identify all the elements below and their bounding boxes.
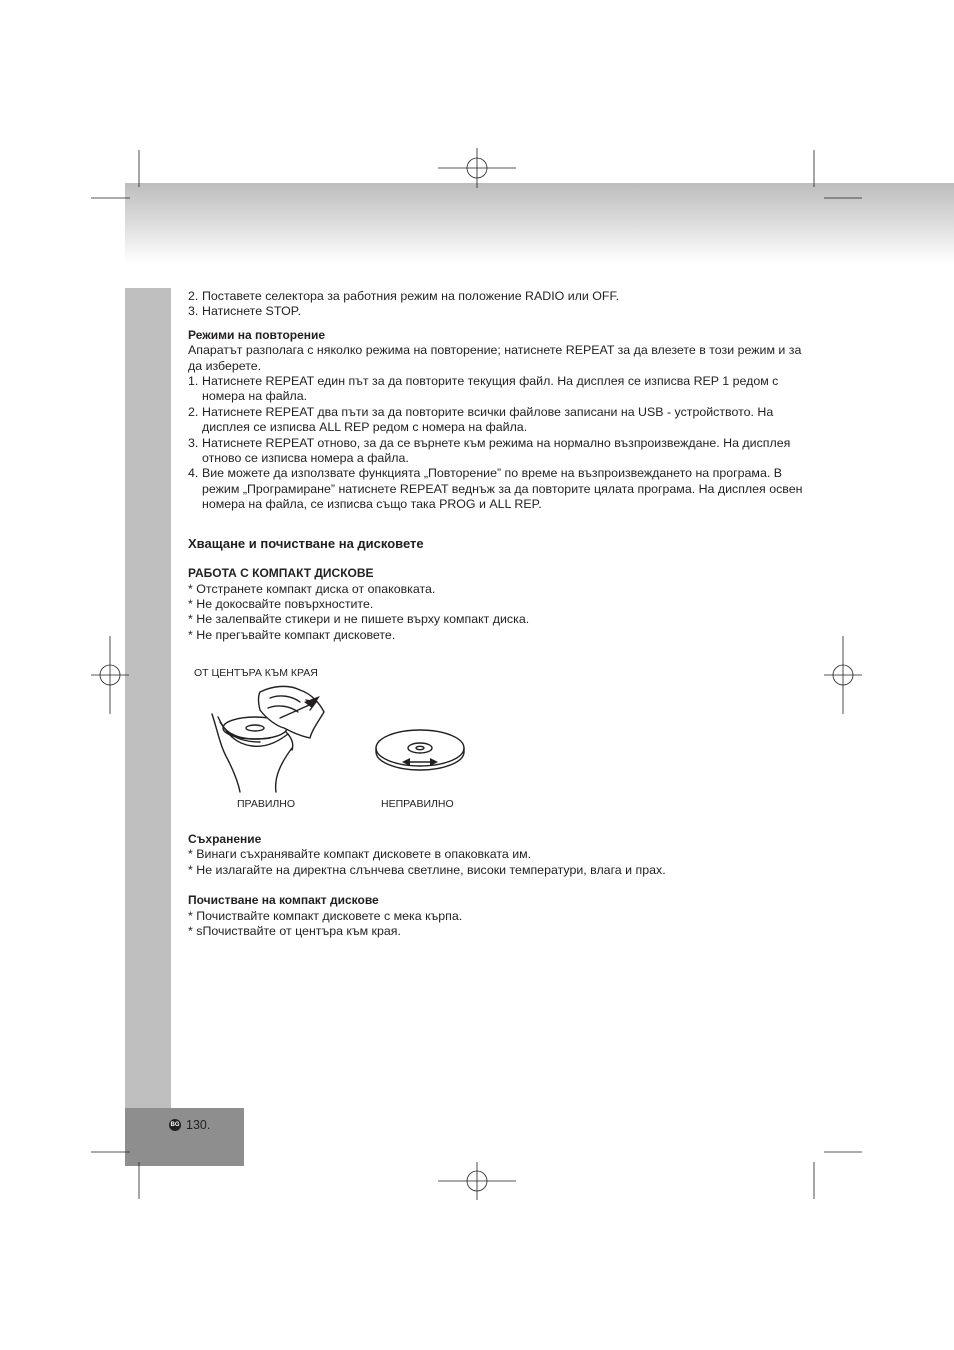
correct-label: ПРАВИЛНО bbox=[237, 798, 296, 810]
list-item-number: 4. bbox=[188, 466, 199, 481]
list-item: * Не прегъвайте компакт дисковете. bbox=[188, 627, 396, 642]
storage-cleaning-section bbox=[188, 832, 813, 939]
repeat-intro: Апаратът разполага с няколко режима на повторение; натиснете REPEAT за да влезете в този режим и за да изберете. bbox=[188, 343, 802, 373]
list-item-number: 3. bbox=[188, 304, 199, 319]
list-item: * Винаги съхранявайте компакт дисковете в опаковката им. bbox=[188, 847, 532, 862]
list-item bbox=[188, 304, 813, 319]
handling-heading: РАБОТА С КОМПАКТ ДИСКОВЕ bbox=[188, 566, 374, 581]
disc-wrong-direction-illustration bbox=[372, 726, 468, 774]
list-item-number: 1. bbox=[188, 374, 199, 389]
list-item-number: 2. bbox=[188, 289, 199, 303]
list-item bbox=[188, 466, 813, 512]
crop-mark-bottom-right bbox=[814, 1152, 862, 1199]
crop-mark-bottom-left bbox=[91, 1152, 139, 1199]
list-item-text: Натиснете REPEAT един път за да повторите текущия файл. На дисплея се изписва REP 1 редом с номера на файла. bbox=[202, 374, 779, 404]
repeat-heading: Режими на повторение bbox=[188, 327, 326, 342]
language-badge-icon: BG bbox=[169, 1119, 181, 1131]
incorrect-label: НЕПРАВИЛНО bbox=[381, 798, 454, 810]
figure-top-caption: ОТ ЦЕНТЪРА КЪМ КРАЯ bbox=[194, 667, 318, 679]
cleaning-heading: Почистване на компакт дискове bbox=[188, 893, 379, 908]
list-item: * Не залепвайте стикери и не пишете върху компакт диска. bbox=[188, 612, 530, 627]
list-item bbox=[188, 405, 813, 436]
list-item-text: Натиснете REPEAT отново, за да се върнете към режима на нормално възпроизвеждане. На дисплея отново се изписва номера а файла. bbox=[202, 435, 791, 466]
storage-heading: Съхранение bbox=[188, 832, 262, 846]
list-item-number: 2. bbox=[188, 404, 199, 419]
list-item-text: Поставете селектора за работния режим на положение RADIO или OFF. bbox=[202, 289, 620, 303]
registration-mark-right bbox=[824, 636, 862, 714]
list-item-text: Натиснете REPEAT два пъти за да повторите всички файлове записани на USB - устройството. На дисплея се изписва ALL REP редом с номера на файла. bbox=[202, 404, 774, 435]
list-item: * sПочиствайте от центъра към края. bbox=[188, 924, 401, 939]
registration-mark-top bbox=[438, 148, 516, 188]
list-item bbox=[188, 436, 813, 467]
crop-mark-top-right bbox=[814, 150, 862, 198]
page-number-text: 130. bbox=[186, 1118, 211, 1132]
hand-cleaning-disc-illustration bbox=[200, 682, 340, 794]
list-item: * Не докосвайте повърхностите. bbox=[188, 596, 374, 611]
list-item: * Почиствайте компакт дисковете с мека кърпа. bbox=[188, 908, 463, 923]
registration-mark-left bbox=[91, 636, 129, 714]
section-title: Хващане и почистване на дисковете bbox=[188, 535, 424, 551]
list-item-number: 3. bbox=[188, 435, 199, 450]
list-item: * Не излагайте на директна слънчева светлине, високи температури, влага и прах. bbox=[188, 862, 666, 877]
list-item-text: Вие можете да използвате функцията „Повторение” по време на възпроизвеждането на програма. В режим „Програмиране” натиснете REPEAT веднъж за да повторите цялата програма. На дисплея освен номера на файла, се изписва също така PROG и ALL REP. bbox=[202, 466, 803, 512]
page-content bbox=[188, 289, 813, 643]
registration-mark-bottom bbox=[438, 1162, 516, 1200]
list-item bbox=[188, 289, 813, 304]
list-item-text: Натиснете STOP. bbox=[202, 304, 301, 319]
list-item: * Отстранете компакт диска от опаковката. bbox=[188, 581, 436, 596]
list-item bbox=[188, 374, 813, 405]
crop-mark-top-left bbox=[91, 150, 139, 198]
